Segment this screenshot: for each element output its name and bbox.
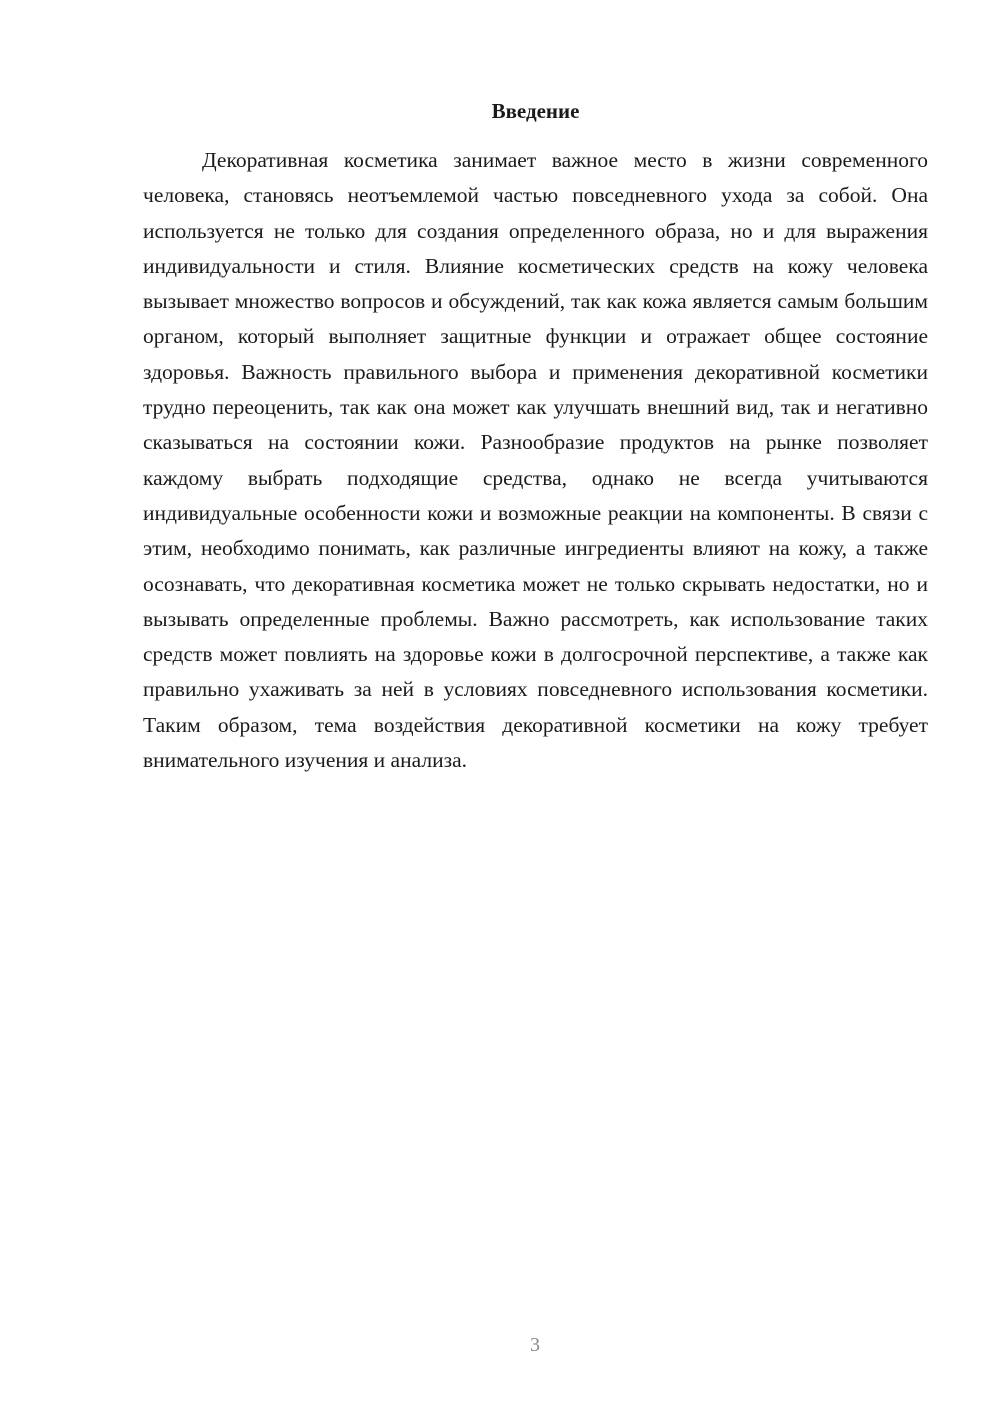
intro-paragraph: Декоративная косметика занимает важное место в жизни современного человека, становясь неотъемлемой частью повседневного ухода за собой. Она используется не только для создания определенного образа, но и для выражения индивидуальности и стиля. Влияние косметических средств на кожу человека вызывает множество вопросов и обсуждений, так как кожа является самым большим органом, который выполняет защитные функции и отражает общее состояние здоровья. Важность правильного выбора и применения декоративной косметики трудно переоценить, так как она может как улучшать внешний вид, так и негативно сказываться на состоянии кожи. Разнообразие продуктов на рынке позволяет каждому выбрать подходящие средства, однако не всегда учитываются индивидуальные особенности кожи и возможные реакции на компоненты. В связи с этим, необходимо понимать, как различные ингредиенты влияют на кожу, а также осознавать, что декоративная косметика может не только скрывать недостатки, но и вызывать определенные проблемы. Важно рассмотреть, как использование таких средств может повлиять на здоровье кожи в долгосрочной перспективе, а также как правильно ухаживать за ней в условиях повседневного использования косметики. Таким образом, тема воздействия декоративной косметики на кожу требует внимательного изучения и анализа. [143, 148, 928, 773]
page-number: 3 [530, 1334, 540, 1356]
section-heading: Введение [491, 99, 580, 123]
